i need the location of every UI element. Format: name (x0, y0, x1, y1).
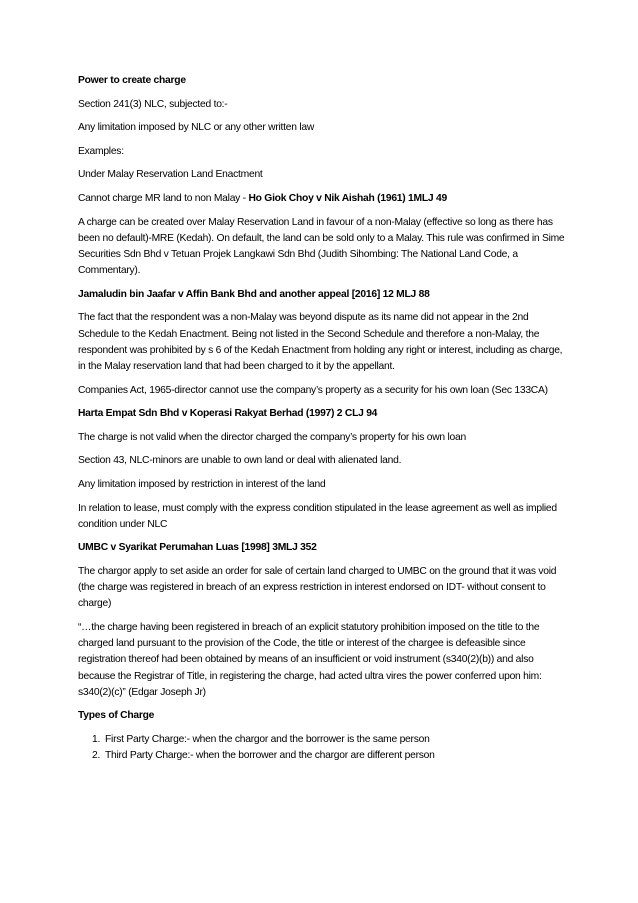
paragraph: In relation to lease, must comply with the express condition stipulated in the lease agreement as well as implied condition under NLC (78, 502, 557, 530)
paragraph: The charge is not valid when the director charged the company’s property for his own loan (78, 431, 466, 443)
quote-paragraph: “…the charge having been registered in breach of an explicit statutory prohibition imposed on the title to the charged land pursuant to the provision of the Code, the title or interest of the chargee is defeasible since registration thereof had been obtained by means of an insufficient or void instrument (s340(2)(b)) and also because the Registrar of Title, in registering the charge, had acted ultra vires the power conferred upon him: s340(2)(c)” (Edgar Joseph Jr) (78, 621, 542, 698)
paragraph: A charge can be created over Malay Reservation Land in favour of a non-Malay (effective so long as there has been no default)-MRE (Kedah). On default, the land can be sold only to a Malay. This rule was confirmed in Sime Securities Sdn Bhd v Tetuan Projek Langkawi Sdn Bhd (Judith Sihombing: The National Land Code, a Commentary). (78, 216, 565, 277)
list-item (78, 732, 568, 748)
paragraph: Under Malay Reservation Land Enactment (78, 169, 263, 181)
case-citation: Ho Giok Choy v Nik Aishah (1961) 1MLJ 49 (248, 192, 447, 204)
case-citation: UMBC v Syarikat Perumahan Luas [1998] 3MLJ 352 (78, 542, 317, 554)
paragraph: Section 241(3) NLC, subjected to:- (78, 98, 228, 110)
document-page (78, 73, 568, 764)
paragraph: Companies Act, 1965-director cannot use the company’s property as a security for his own loan (Sec 133CA) (78, 384, 548, 396)
paragraph (78, 191, 568, 207)
paragraph: Section 43, NLC-minors are unable to own land or deal with alienated land. (78, 455, 402, 467)
list-item-text: Third Party Charge:- when the borrower and the chargor are different person (105, 750, 435, 762)
paragraph-text: Cannot charge MR land to non Malay - (78, 192, 249, 204)
types-list (78, 732, 568, 764)
paragraph: The chargor apply to set aside an order for sale of certain land charged to UMBC on the ground that it was void (the charge was registered in breach of an express restriction in interest endorsed on IDT- without consent to charge) (78, 565, 557, 610)
paragraph: Any limitation imposed by NLC or any other written law (78, 122, 315, 134)
list-number: 1. (92, 733, 101, 745)
paragraph: Examples: (78, 145, 124, 157)
paragraph: The fact that the respondent was a non-Malay was beyond dispute as its name did not appear in the 2nd Schedule to the Kedah Enactment. Being not listed in the Second Schedule and therefore a non-Malay, the respondent was prohibited by s 6 of the Kedah Enactment from holding any right or interest, including as charge, in the Malay reservation land that had been charged to it by the appellant. (78, 312, 563, 372)
section-heading: Power to create charge (78, 75, 186, 86)
list-item (78, 748, 568, 764)
section-heading: Types of Charge (78, 710, 155, 722)
case-citation: Jamaludin bin Jaafar v Affin Bank Bhd and another appeal [2016] 12 MLJ 88 (78, 288, 430, 300)
paragraph: Any limitation imposed by restriction in interest of the land (78, 478, 326, 490)
list-number: 2. (92, 750, 101, 762)
list-item-text: First Party Charge:- when the chargor and the borrower is the same person (105, 733, 430, 745)
case-citation: Harta Empat Sdn Bhd v Koperasi Rakyat Berhad (1997) 2 CLJ 94 (78, 408, 378, 420)
